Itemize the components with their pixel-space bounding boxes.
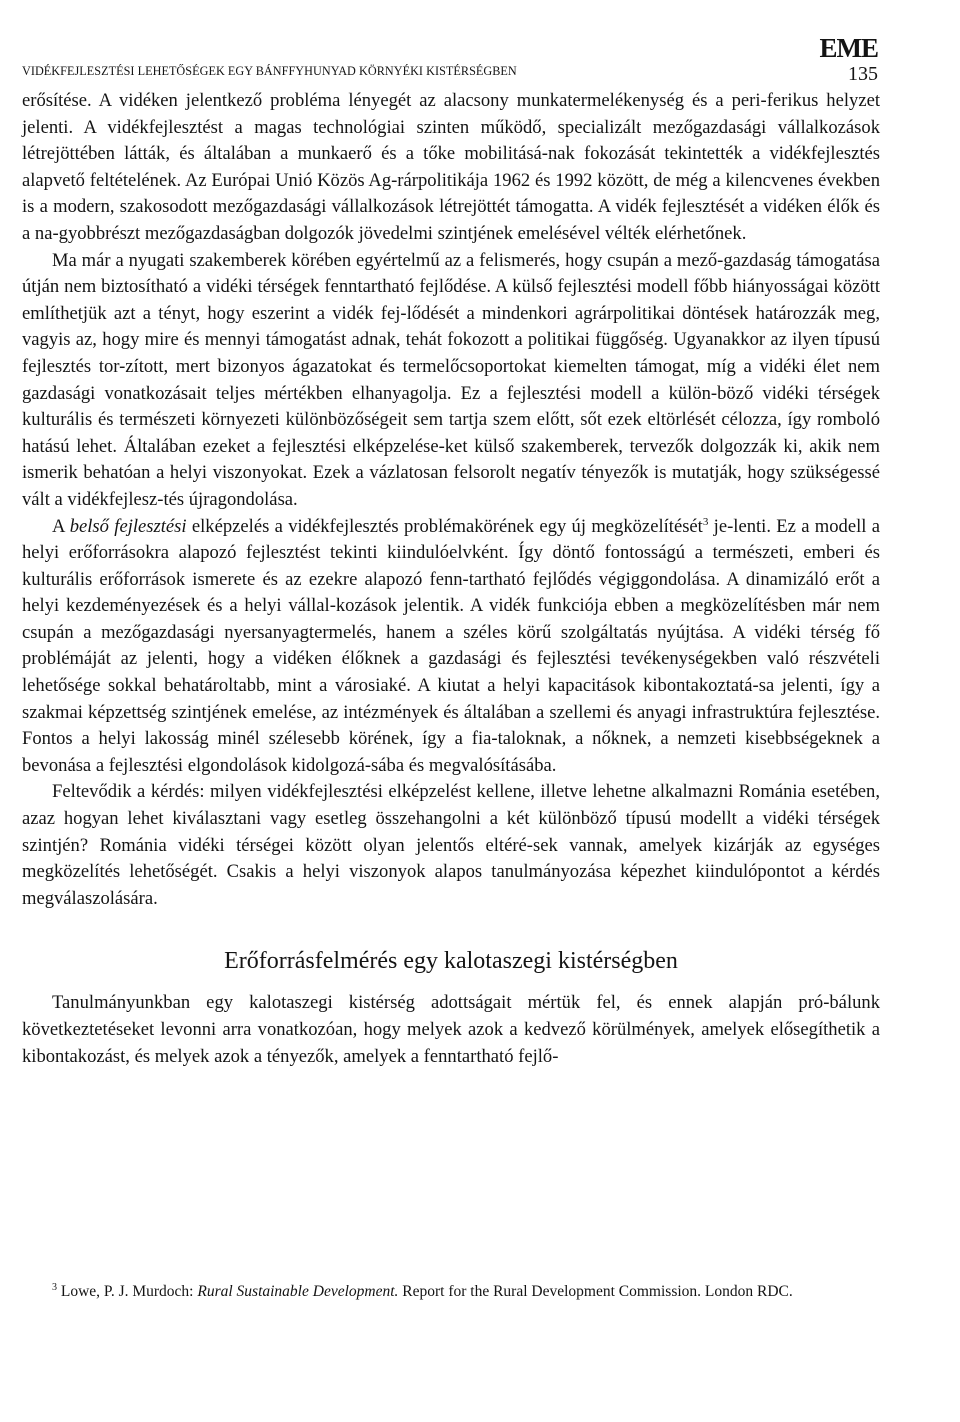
paragraph-3-mid: elképzelés a vidékfejlesztés problémakörének egy új megközelítését — [186, 515, 703, 537]
emphasis-belso-fejlesztesi: belső fejlesztési — [69, 515, 187, 537]
paragraph-4: Feltevődik a kérdés: milyen vidékfejlesztési elképzelést kellene, illetve lehetne alkalmazni Románia esetében, azaz hogyan lehet kiválasztani vagy esetleg összehangolni a két különböző típusú modellt a vidéki térségek szintjén? Románia vidéki térségei között olyan jelentős eltéré-sek vannak, amelyek kizárják az egységes megközelítés lehetőségét. Csakis a helyi viszonyok alapos tanulmányozása képezhet kiindulópontot a kérdés megválaszolására. — [22, 781, 880, 909]
section-heading: Erőforrásfelmérés egy kalotaszegi kistérségben — [224, 948, 678, 975]
footnote-title: Rural Sustainable Development. — [197, 1283, 399, 1300]
footnote-reference: 3 — [702, 515, 709, 528]
paragraph-2: Ma már a nyugati szakemberek körében egyértelmű az a felismerés, hogy csupán a mező-gazdaság támogatása útján nem biztosítható a vidéki térségek fenntartható fejlődése. A külső fejlesztési modell főbb hiányosságai között említhetjük azt a tényt, hogy eszerint a vidék fej-lődését a mindenkori agrárpolitikai döntések határozzák meg, vagyis az, hogy mire és mennyi támogatást adnak, tehát fokozott a politikai függőség. Ugyanakkor az ilyen típusú fejlesztés tor-zított, mert bizonyos ágazatokat és termelőcsoportokat kiemelten támogat, míg a vidéki élet nem gazdasági vonatkozásait teljes mértékben elhanyagolja. Ez a fejlesztési modell a külön-böző vidéki térségek kulturális és természeti környezeti különbözőségeit sem tartja szem előtt, sőt ezek eltörlését célozza, így romboló hatású lehet. Általában ezeket a fejlesztési elképzelése-ket külső szakemberek, tervezők dolgozzák ki, akik nem ismerik behatóan a helyi viszonyokat. Ezek a vázlatosan felsorolt negatív tényezők is mutatják, hogy szükségessé vált a vidékfejlesz-tés újragondolása. — [22, 249, 880, 510]
footnote-rest: Report for the Rural Development Commission. London RDC. — [398, 1283, 793, 1300]
footnote-marker: 3 — [52, 1282, 57, 1293]
paragraph-1: erősítése. A vidéken jelentkező probléma lényegét az alacsony munkatermelékenység és a peri-ferikus helyzet jelenti. A vidékfejlesztést a magas technológiai szinten működő, specializált mezőgazdasági vállalkozások létrejöttében látták, és általában a munkaerő és a tőke mobilitásá-nak fokozását tekintették a vidékfejlesztés alapvető feltételének. Az Európai Unió Közös Ag-rárpolitikája 1962 és 1992 között, de még a kilencvenes években is a modern, szakosodott mezőgazdasági vállalkozások létrejöttét támogatta. A vidék fejlesztését a vidéken élők és a na-gyobbrészt mezőgazdaságban dolgozók jövedelmi szintjének emelésével vélték elérhetőnek. — [22, 90, 880, 244]
paragraph-5: Tanulmányunkban egy kalotaszegi kistérség adottságait mértük fel, és ennek alapján pró-bálunk következtetéseket levonni arra vonatkozóan, hogy melyek azok a kedvező körülmények, amelyek elősegíthetik a kibontakozást, és melyek azok a tényezők, amelyek a fenntartható fejlő- — [22, 992, 880, 1067]
page-number: 135 — [848, 63, 878, 85]
paragraph-3 — [22, 514, 880, 780]
footnote-authors: Lowe, P. J. Murdoch: — [57, 1283, 198, 1300]
paragraph-3-start: A — [52, 515, 70, 537]
running-title: VIDÉKFEJLESZTÉSI LEHETŐSÉGEK EGY BÁNFFYHUNYAD KÖRNYÉKI KISTÉRSÉGBEN — [22, 64, 517, 78]
article-body — [22, 88, 880, 1070]
paragraph-3-end: je-lenti. Ez a modell a helyi erőforrásokra alapozó fejlesztést tekinti kiindulóelvként. Így döntő fontosságú a természeti, emberi és kulturális erőforrások ismerete és az ezekre alapozó fenn-tartható fejlődés végiggondolása. A dinamizáló erőt a helyi kezdeményezések és a helyi vállal-kozások jelentik. A vidék funkciója ebben a megközelítésben már nem csupán a mezőgazdasági nyersanyagtermelés, hanem a széles körű szolgáltatás nyújtása. A vidéki térség fő problémáját az jelenti, hogy a vidéken élőknek a gazdasági és fejlesztési tevékenységekben való részvételi lehetősége sokkal behatároltabb, mint a városiaké. A kiutat a helyi kapacitások kibontakoztatá-sa jelenti, így a szakmai képzettség szintjének emelése, az intézmények és általában a szellemi és anyagi infrastruktúra fejlesztése. Fontos a helyi lakosság minél szélesebb körének, így a fia-taloknak, a nőknek, a nemzeti kisebbségeknek a bevonása a fejlesztési elgondolások kidolgozá-sába és megvalósításába. — [22, 515, 880, 776]
journal-logo: EME — [819, 33, 878, 63]
footnote — [22, 1279, 880, 1304]
